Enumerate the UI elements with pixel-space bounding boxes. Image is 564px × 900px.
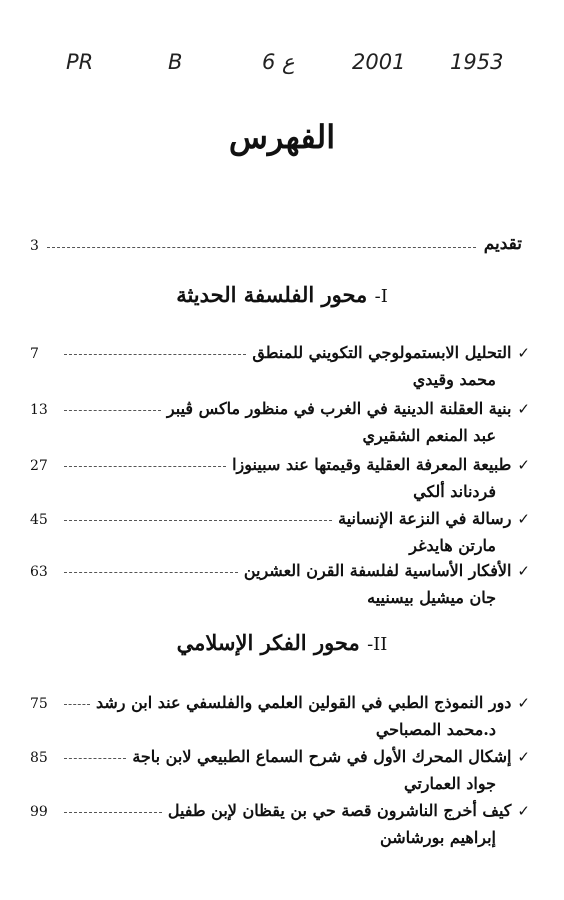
entry-author: جواد العمارتي — [404, 774, 496, 793]
handwritten-note-5: 1953 — [450, 50, 504, 74]
entry-page: 63 — [30, 564, 48, 580]
check-icon: ✓ — [517, 562, 530, 580]
toc-entry[interactable] — [30, 742, 530, 793]
entry-author: عبد المنعم الشقيري — [362, 426, 496, 445]
leader-dots — [64, 758, 126, 759]
page-title: الفهرس — [228, 118, 336, 156]
entry-author: محمد وقيدي — [412, 370, 496, 389]
handwritten-note-4: 2001 — [352, 50, 406, 74]
section-title: محور الفكر الإسلامي — [176, 630, 360, 655]
entry-author: جان ميشيل بيسنييه — [367, 588, 496, 607]
section-number: I- — [374, 286, 388, 307]
section-heading-modern-philosophy — [0, 282, 564, 307]
toc-entry[interactable] — [30, 688, 530, 739]
handwritten-note-1: PR — [66, 50, 94, 74]
entry-page: 7 — [30, 346, 39, 362]
entry-author: إبراهيم بورشاشن — [380, 828, 496, 847]
leader-dots — [64, 704, 90, 705]
handwritten-note-2: B — [168, 50, 183, 74]
entry-page: 13 — [30, 402, 48, 418]
leader-dots — [47, 247, 476, 248]
entry-title: الأفكار الأساسية لفلسفة القرن العشرين — [243, 561, 512, 580]
entry-title: التحليل الابستمولوجي التكويني للمنطق — [252, 343, 512, 362]
entry-page: 85 — [30, 750, 48, 766]
leader-dots — [64, 354, 246, 355]
leader-dots — [64, 572, 238, 573]
section-title: محور الفلسفة الحديثة — [176, 282, 368, 307]
toc-intro-title: تقديم — [483, 234, 522, 254]
section-number: II- — [367, 634, 388, 655]
leader-dots — [64, 812, 162, 813]
check-icon: ✓ — [517, 802, 530, 820]
toc-intro-page: 3 — [30, 238, 39, 254]
entry-page: 75 — [30, 696, 48, 712]
toc-intro-entry[interactable] — [30, 228, 522, 254]
toc-entry[interactable] — [30, 394, 530, 445]
toc-entry[interactable] — [30, 796, 530, 847]
entry-title: رسالة في النزعة الإنسانية — [338, 509, 512, 528]
handwritten-note-3: 6 ع — [262, 50, 295, 74]
leader-dots — [64, 410, 161, 411]
toc-entry[interactable] — [30, 338, 530, 389]
check-icon: ✓ — [517, 510, 530, 528]
entry-page: 45 — [30, 512, 48, 528]
check-icon: ✓ — [517, 344, 530, 362]
section-heading-islamic-thought — [0, 630, 564, 655]
entry-title: طبيعة المعرفة العقلية وقيمتها عند سبينوزا — [232, 455, 512, 474]
toc-entry[interactable] — [30, 504, 530, 555]
check-icon: ✓ — [517, 456, 530, 474]
entry-title: دور النموذج الطبي في القولين العلمي والفلسفي عند ابن رشد — [95, 693, 512, 712]
check-icon: ✓ — [517, 400, 530, 418]
entry-page: 27 — [30, 458, 48, 474]
check-icon: ✓ — [517, 748, 530, 766]
toc-entry[interactable] — [30, 450, 530, 501]
toc-entry[interactable] — [30, 556, 530, 607]
entry-title: إشكال المحرك الأول في شرح السماع الطبيعي لابن باجة — [132, 747, 512, 766]
entry-title: بنية العقلنة الدينية في الغرب في منظور ماكس ڤيبر — [166, 399, 512, 418]
check-icon: ✓ — [517, 694, 530, 712]
entry-author: د.محمد المصباحي — [375, 720, 496, 739]
entry-author: فردناند ألكي — [413, 482, 496, 501]
entry-page: 99 — [30, 804, 48, 820]
leader-dots — [64, 520, 332, 521]
entry-author: مارتن هايدغر — [409, 536, 496, 555]
entry-title: كيف أخرج الناشرون قصة حي بن يقظان لإبن طفيل — [167, 801, 512, 820]
leader-dots — [64, 466, 226, 467]
